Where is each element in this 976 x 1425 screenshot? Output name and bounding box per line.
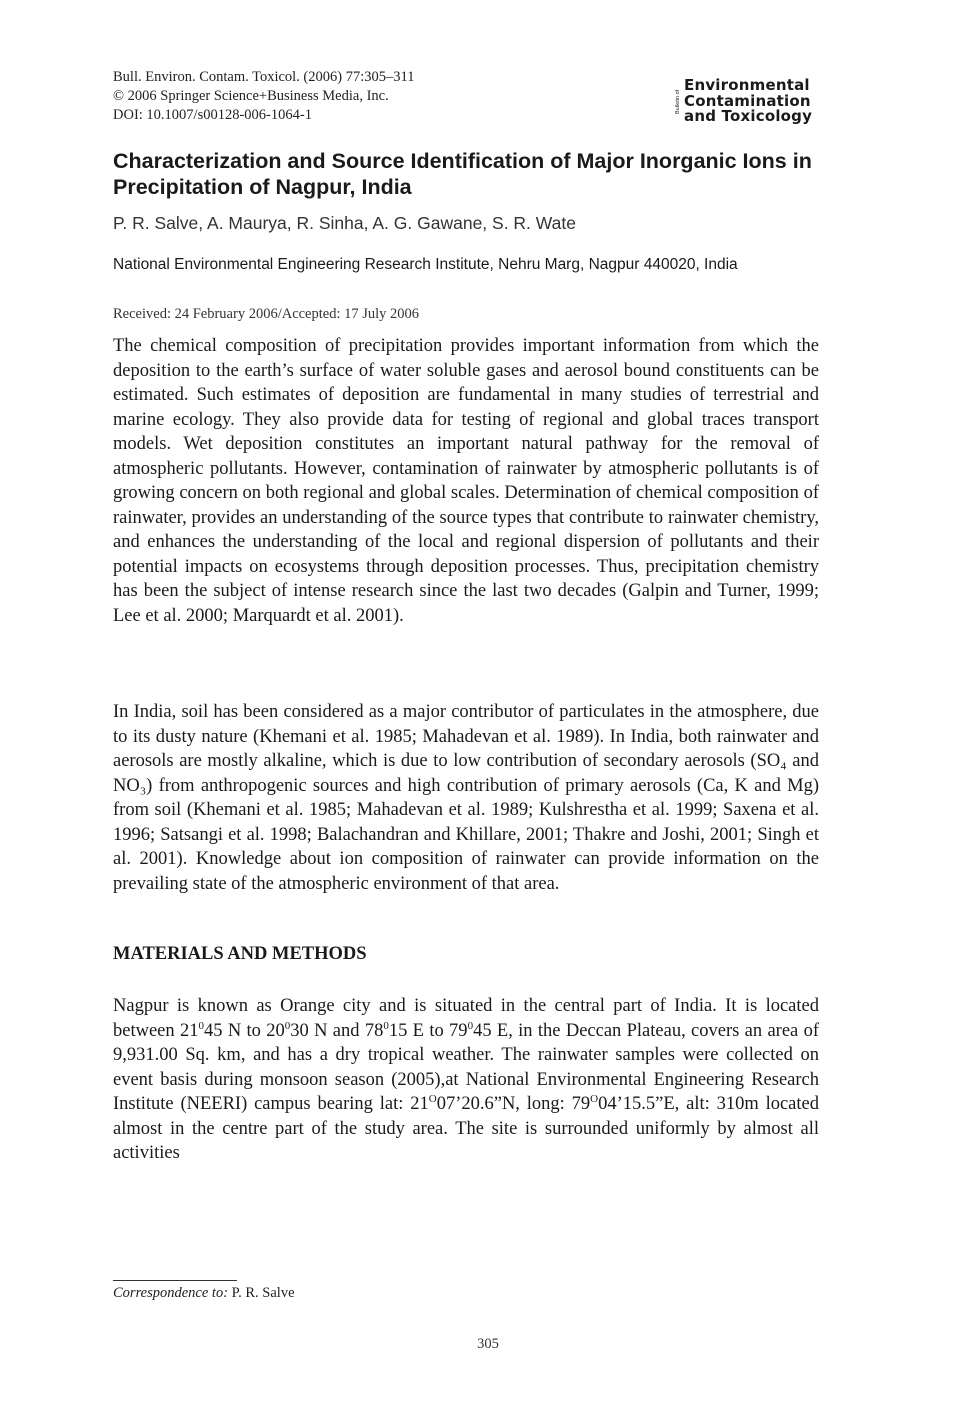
section-heading: MATERIALS AND METHODS xyxy=(113,944,367,964)
text-run: 04’15.5”E, alt: 310m located almost in the centre part of the study area. The site is surrounded uniformly by almost all activities xyxy=(113,1094,819,1163)
correspondence-footnote xyxy=(113,1285,295,1302)
received-date: Received: 24 February 2006/Accepted: 17 July 2006 xyxy=(113,306,420,322)
paper-title: Characterization and Source Identification of Major Inorganic Ions in Precipitation of Nagpur, India xyxy=(113,149,812,199)
text-run: 07’20.6”N, long: 79 xyxy=(436,1094,591,1114)
text-run: 45 N to 20 xyxy=(203,1020,285,1041)
citation-copyright: © 2006 Springer Science+Business Media, Inc. xyxy=(113,88,389,104)
text-run: Nagpur is known as Orange city and is situated in the central part of India. It is located between 21 xyxy=(113,996,819,1041)
text-run: 30 N and 78 xyxy=(290,1020,384,1041)
superscript: 0 xyxy=(198,1019,204,1032)
footnote-divider xyxy=(113,1280,237,1281)
journal-logo-text xyxy=(684,78,812,125)
body-paragraph-2: In India, soil has been considered as a major contributor of particulates in the atmosphere, due to its dusty nature (Khemani et al. 1985; Mahadevan et al. 1989). In India, both rainwater and aerosols are mostly alkaline, which is due to low contribution of secondary aerosols (SO₄ and NO₃) from anthropogenic sources and high contribution of primary aerosols (Ca, K and Mg) from soil (Khemani et al. 1985; Mahadevan et al. 1989; Kulshrestha et al. 1999; Saxena et al. 1996; Satsangi et al. 1998; Balachandran and Khillare, 2001; Thakre and Joshi, 2001; Singh et al. 2001). Knowledge about ion composition of rainwater can provide information on the prevailing state of the atmospheric environment of that area. xyxy=(113,702,819,894)
citation-journal: Bull. Environ. Contam. Toxicol. (2006) 77:305–311 xyxy=(113,69,415,85)
journal-logo-line-1: Environmental xyxy=(684,76,810,94)
journal-logo-line-2: Contamination xyxy=(684,91,811,110)
journal-logo-side-text: Bulletin of xyxy=(675,89,681,115)
correspondence-name: P. R. Salve xyxy=(231,1285,295,1301)
superscript: 0 xyxy=(383,1019,389,1032)
superscript: O xyxy=(428,1092,437,1105)
affiliation: National Environmental Engineering Research Institute, Nehru Marg, Nagpur 440020, India xyxy=(113,256,738,273)
superscript: 0 xyxy=(467,1019,474,1032)
citation-doi: DOI: 10.1007/s00128-006-1064-1 xyxy=(113,107,312,123)
page-number: 305 xyxy=(477,1336,499,1352)
body-paragraph-1: The chemical composition of precipitation provides important information from which the deposition to the earth’s surface of water soluble gases and aerosol bound constituents can be estimated. Such estimates of deposition are fundamental in many studies of terrestrial and marine ecology. They also provide data for testing of regional and global traces transport models. Wet deposition constitutes an important natural pathway for the removal of atmospheric pollutants. However, contamination of rainwater by atmospheric pollutants is of growing concern on both regional and global scales. Determination of chemical composition of rainwater, provides an understanding of the source types that contribute to rainwater chemistry, and enhances the understanding of the local and regional dispersion of pollutants and their potential impacts on ecosystems through deposition processes. Thus, precipitation chemistry has been the subject of intense research since the last two decades (Galpin and Turner, 1999; Lee et al. 2000; Marquardt et al. 2001). xyxy=(113,336,819,626)
citation-block xyxy=(113,68,414,125)
superscript: 0 xyxy=(284,1019,291,1032)
correspondence-label: Correspondence to: xyxy=(113,1285,229,1301)
text-run: 15 E to 79 xyxy=(388,1020,468,1041)
author-list: P. R. Salve, A. Maurya, R. Sinha, A. G. Gawane, S. R. Wate xyxy=(113,213,576,233)
body-paragraph-3 xyxy=(113,994,819,1166)
superscript: O xyxy=(590,1092,599,1105)
journal-logo-line-3: and Toxicology xyxy=(684,107,813,125)
journal-logo xyxy=(675,78,841,126)
text-run: 45 E, in the Deccan Plateau, covers an area of 9,931.00 Sq. km, and has a dry tropical weather. The rainwater samples were collected on event basis during monsoon season (2005),at National Environmental Engineering Research Institute (NEERI) campus bearing lat: 21 xyxy=(113,1020,820,1114)
